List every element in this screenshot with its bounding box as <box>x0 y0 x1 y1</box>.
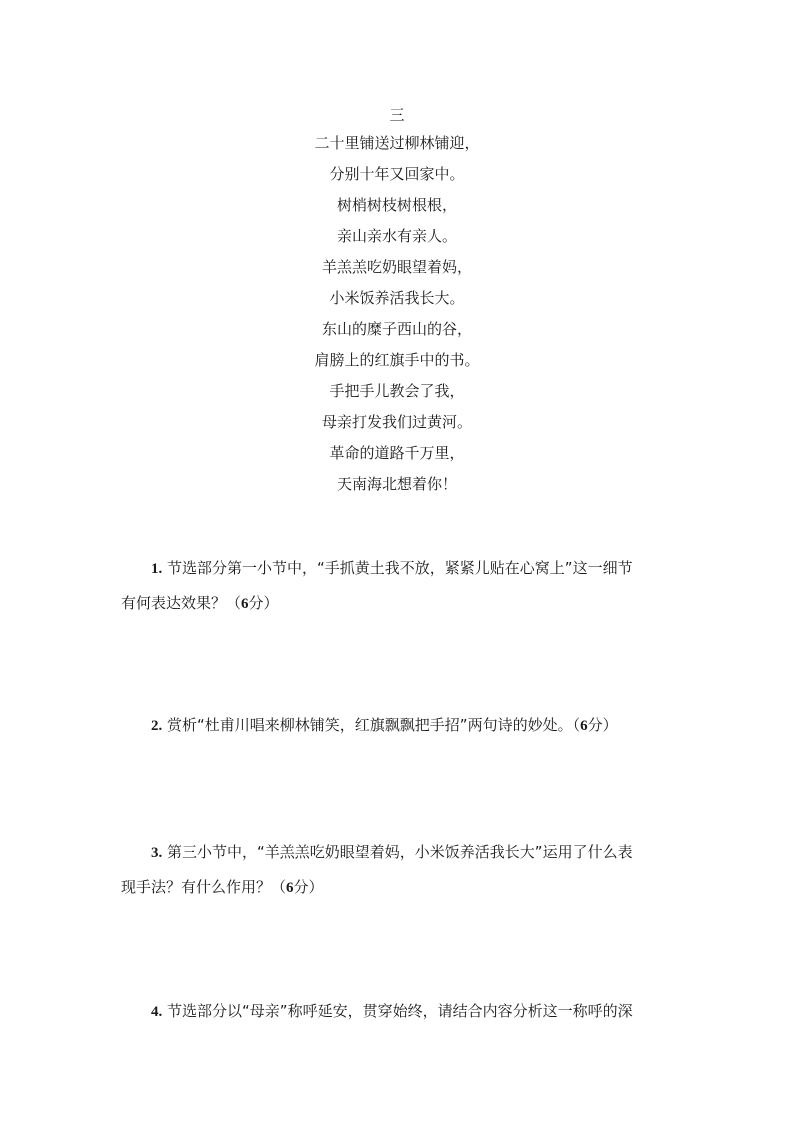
question-text: 有何表达效果？（ <box>121 594 242 612</box>
question-row <box>121 870 677 905</box>
question-text: 节选部分以“母亲”称呼延安，贯穿始终，请结合内容分析这一称呼的深 <box>167 1002 633 1020</box>
question-text: 分） <box>293 878 324 896</box>
poem-line: 手把手儿教会了我， <box>329 382 465 400</box>
question-text: 第三小节中，“羊羔羔吃奶眼望着妈，小米饭养活我长大”运用了什么表 <box>167 843 633 861</box>
question-text: 赏析“杜甫川唱来柳林铺笑，红旗飘飘把手招”两句诗的妙处。（ <box>167 716 581 734</box>
poem-line: 小米饭养活我长大。 <box>329 289 465 307</box>
question-number: 1. <box>151 561 163 577</box>
question-2 <box>121 708 677 743</box>
question-row <box>121 994 677 1029</box>
poem-line: 母亲打发我们过黄河。 <box>321 413 472 431</box>
poem-line: 亲山亲水有亲人。 <box>336 227 457 245</box>
question-text: 分） <box>587 716 618 734</box>
question-row <box>121 708 677 743</box>
question-row <box>121 835 677 870</box>
question-points: 6 <box>286 880 294 896</box>
poem-line: 树梢树枝树根根， <box>336 196 457 214</box>
poem-section <box>0 102 794 500</box>
poem-line: 革命的道路千万里， <box>329 444 465 462</box>
question-number: 4. <box>151 1004 163 1020</box>
poem-line: 分别十年又回家中。 <box>329 165 465 183</box>
question-row <box>121 586 677 621</box>
poem-line: 二十里铺送过柳林铺迎， <box>314 134 480 152</box>
question-points: 6 <box>241 596 249 612</box>
question-text: 现手法？有什么作用？（ <box>121 878 287 896</box>
question-number: 2. <box>151 718 163 734</box>
poem-line: 肩膀上的红旗手中的书。 <box>314 351 480 369</box>
question-text: 分） <box>248 594 279 612</box>
question-1 <box>121 551 677 621</box>
poem-line: 天南海北想着你！ <box>336 475 457 493</box>
question-points: 6 <box>580 718 588 734</box>
question-text: 节选部分第一小节中，“手抓黄土我不放，紧紧儿贴在心窝上”这一细节 <box>167 559 633 577</box>
question-number: 3. <box>151 845 163 861</box>
poem-line: 羊羔羔吃奶眼望着妈， <box>321 258 472 276</box>
section-number: 三 <box>389 106 405 124</box>
poem-line: 东山的糜子西山的谷， <box>321 320 472 338</box>
question-4 <box>121 994 677 1029</box>
question-3 <box>121 835 677 905</box>
question-row <box>121 551 677 586</box>
